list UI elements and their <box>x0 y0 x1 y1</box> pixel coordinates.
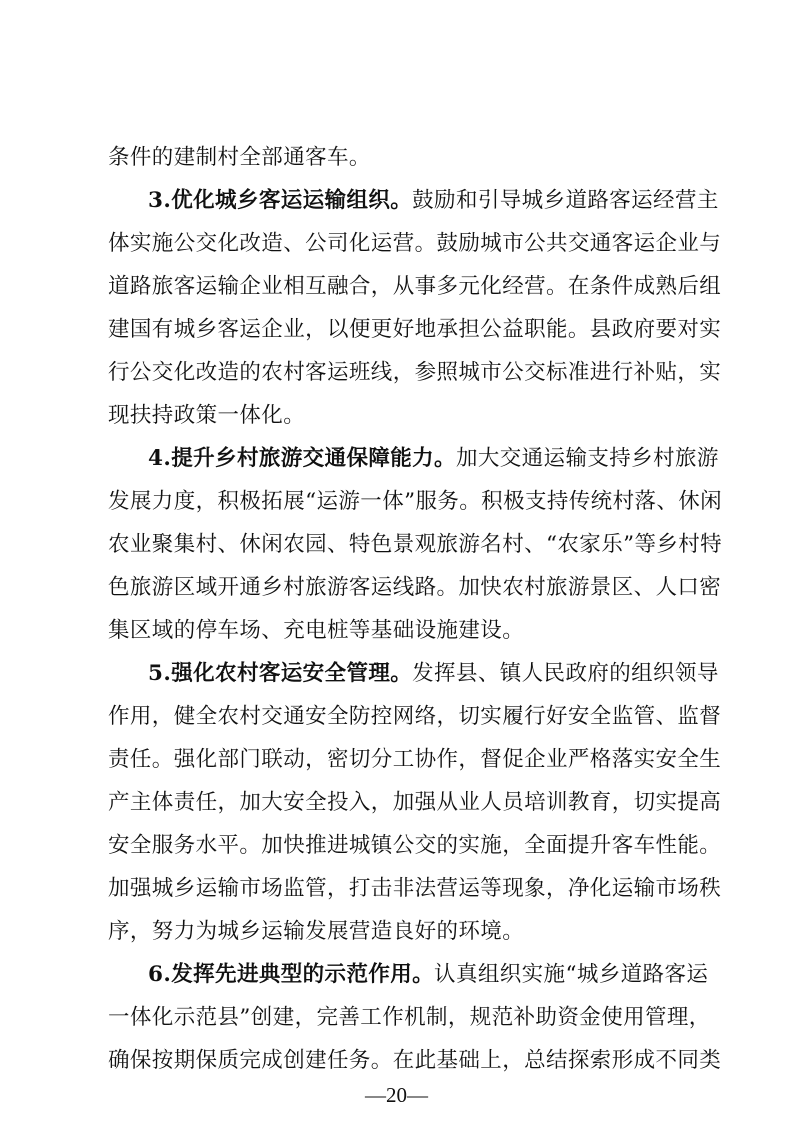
paragraph-line: 行公交化改造的农村客运班线，参照城市公交标准进行补贴，实 <box>108 360 722 385</box>
paragraph-line: 道路旅客运输企业相互融合，从事多元化经营。在条件成熟后组 <box>108 274 722 299</box>
paragraph-line: 条件的建制村全部通客车。 <box>108 145 371 170</box>
paragraph-line: 确保按期保质完成创建任务。在此基础上，总结探索形成不同类 <box>108 1048 722 1073</box>
paragraph-text: 鼓励和引导城乡道路客运经营主 <box>412 188 719 213</box>
paragraph-first-line <box>148 183 719 219</box>
paragraph-text: 发挥县、镇人民政府的组织领导 <box>412 661 719 686</box>
paragraph-line: 农业聚集村、休闲农园、特色景观旅游名村、“农家乐”等乡村特 <box>108 532 723 557</box>
page-number: —20— <box>365 1083 428 1107</box>
paragraph-line: 现扶持政策一体化。 <box>108 403 306 428</box>
paragraph-line: 建国有城乡客运企业，以便更好地承担公益职能。县政府要对实 <box>108 317 722 342</box>
paragraph-first-line <box>148 656 719 692</box>
paragraph-line: 产主体责任，加大安全投入，加强从业人员培训教育，切实提高 <box>108 790 722 815</box>
paragraph-first-line <box>148 441 719 477</box>
paragraph-line: 集区域的停车场、充电桩等基础设施建设。 <box>108 618 525 643</box>
paragraph-line: 一体化示范县”创建，完善工作机制，规范补助资金使用管理， <box>108 1005 711 1030</box>
paragraph-text: 加大交通运输支持乡村旅游 <box>455 446 719 471</box>
section-heading: 5.强化农村客运安全管理。 <box>148 661 413 686</box>
paragraph-line: 作用，健全农村交通安全防控网络，切实履行好安全监管、监督 <box>108 704 722 729</box>
paragraph-line: 体实施公交化改造、公司化运营。鼓励城市公共交通客运企业与 <box>108 231 722 256</box>
paragraph-line: 发展力度，积极拓展“运游一体”服务。积极支持传统村落、休闲 <box>108 489 723 514</box>
paragraph-first-line <box>148 957 709 993</box>
paragraph-line: 安全服务水平。加快推进城镇公交的实施，全面提升客车性能。 <box>108 833 722 858</box>
section-heading: 4.提升乡村旅游交通保障能力。 <box>148 446 456 471</box>
section-heading: 6.发挥先进典型的示范作用。 <box>148 962 435 987</box>
section-heading: 3.优化城乡客运运输组织。 <box>148 188 413 213</box>
paragraph-line: 序，努力为城乡运输发展营造良好的环境。 <box>108 919 525 944</box>
paragraph-line: 色旅游区域开通乡村旅游客运线路。加快农村旅游景区、人口密 <box>108 575 722 600</box>
paragraph-text: 认真组织实施“城乡道路客运 <box>434 962 709 987</box>
paragraph-line: 加强城乡运输市场监管，打击非法营运等现象，净化运输市场秩 <box>108 876 722 901</box>
paragraph-line: 责任。强化部门联动，密切分工协作，督促企业严格落实安全生 <box>108 747 722 772</box>
